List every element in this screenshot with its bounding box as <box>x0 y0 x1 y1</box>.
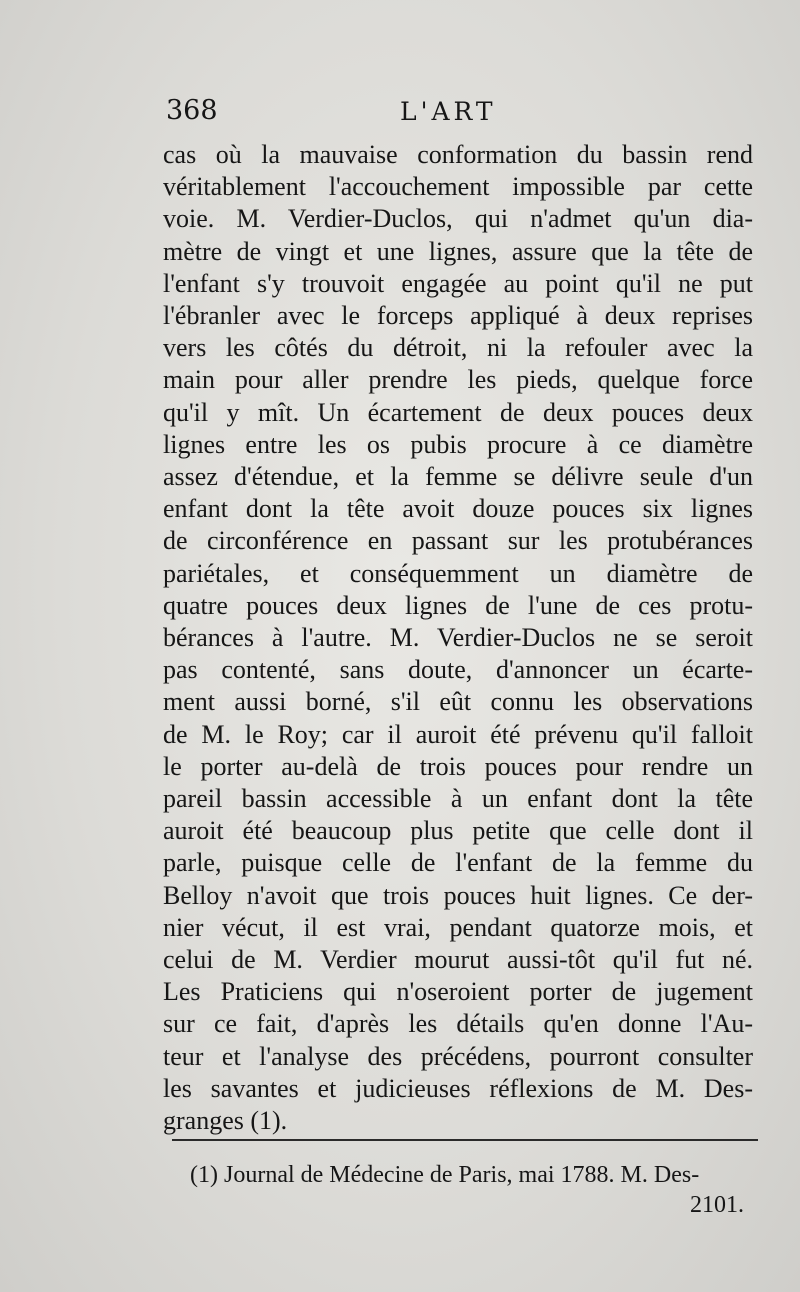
text-line: l'enfant s'y trouvoit engagée au point qu'il ne put <box>163 268 753 298</box>
text-line: pariétales, et conséquemment un diamètre de <box>163 558 753 588</box>
text-line: pas contenté, sans doute, d'annoncer un écarte- <box>163 655 753 685</box>
footnote-continuation: 2101. <box>690 1192 744 1218</box>
footnote-rule <box>172 1139 758 1141</box>
footnote-text: (1) Journal de Médecine de Paris, mai 1788. M. Des- <box>190 1162 700 1188</box>
text-line: parle, puisque celle de l'enfant de la femme du <box>163 848 753 878</box>
text-line: teur et l'analyse des précédens, pourront consulter <box>163 1041 753 1071</box>
text-line: véritablement l'accouchement impossible par cette <box>163 172 753 202</box>
text-line: granges (1). <box>163 1106 288 1136</box>
text-line: enfant dont la tête avoit douze pouces six lignes <box>163 494 753 524</box>
text-line: nier vécut, il est vrai, pendant quatorze mois, et <box>163 912 753 942</box>
text-line: l'ébranler avec le forceps appliqué à deux reprises <box>163 301 753 331</box>
text-line: lignes entre les os pubis procure à ce diamètre <box>163 429 753 459</box>
text-line: qu'il y mît. Un écartement de deux pouces deux <box>163 397 753 427</box>
text-line: le porter au-delà de trois pouces pour rendre un <box>163 751 753 781</box>
text-line: bérances à l'autre. M. Verdier-Duclos ne se seroit <box>163 623 753 653</box>
text-line: auroit été beaucoup plus petite que celle dont il <box>163 816 753 846</box>
text-line: vers les côtés du détroit, ni la refouler avec la <box>163 333 753 363</box>
footnote <box>190 1160 750 1220</box>
text-line: main pour aller prendre les pieds, quelque force <box>163 365 753 395</box>
running-head: L'ART <box>400 97 497 126</box>
text-line: de circonférence en passant sur les protubérances <box>163 526 753 556</box>
text-line: assez d'étendue, et la femme se délivre seule d'un <box>163 462 753 492</box>
text-line: quatre pouces deux lignes de l'une de ces protu- <box>163 590 753 620</box>
body-text <box>163 139 753 1137</box>
text-line: celui de M. Verdier mourut aussi-tôt qu'il fut né. <box>163 945 753 975</box>
text-line: de M. le Roy; car il auroit été prévenu qu'il falloit <box>163 719 753 749</box>
page-number: 368 <box>166 95 218 126</box>
text-line: voie. M. Verdier-Duclos, qui n'admet qu'un dia- <box>163 204 753 234</box>
text-line: les savantes et judicieuses réflexions de M. Des- <box>163 1073 753 1103</box>
text-line: mètre de vingt et une lignes, assure que la tête de <box>163 236 753 266</box>
text-line: Belloy n'avoit que trois pouces huit lignes. Ce der- <box>163 880 753 910</box>
page-header <box>160 95 760 135</box>
text-line: cas où la mauvaise conformation du bassin rend <box>163 140 753 169</box>
text-line: sur ce fait, d'après les détails qu'en donne l'Au- <box>163 1009 753 1039</box>
text-line: pareil bassin accessible à un enfant dont la tête <box>163 784 753 814</box>
text-line: Les Praticiens qui n'oseroient porter de jugement <box>163 977 753 1007</box>
text-line: ment aussi borné, s'il eût connu les observations <box>163 687 753 717</box>
